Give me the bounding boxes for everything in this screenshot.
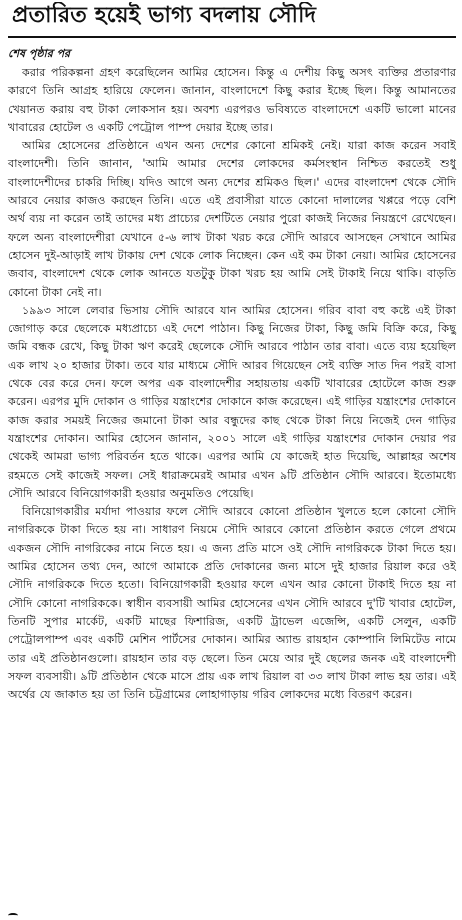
continued-from-label: শেষ পৃষ্ঠার পর — [8, 47, 71, 60]
article-paragraph: করার পরিকল্পনা গ্রহণ করেছিলেন আমির হোসেন। কিন্তু এ দেশীয় কিছু অসৎ ব্যক্তির প্রতারণার কারণে তিনি আগ্রহ হারিয়ে ফেলেন। জানান, বাংলাদেশে কিছু করার ইচ্ছে ছিল। কিন্তু আমানতের খেয়ানত করায় বহু টাকা লোকসান হয়। অবশ্য এরপরও ভবিষ্যতে বাংলাদেশে একটি ভালো মানের খাবারের হোটেল ও একটি পেট্রোল পাম্প দেয়ার ইচ্ছে তার। — [8, 66, 456, 134]
newspaper-clipping — [0, 2, 462, 920]
article-headline: প্রতারিত হয়েই ভাগ্য বদলায় সৌদি — [12, 3, 317, 28]
article-paragraph: ১৯৯৩ সালে লেবার ভিসায় সৌদি আরবে যান আমির হোসেন। গরিব বাবা বহু কষ্টে এই টাকা জোগাড় করে ছেলেকে মধ্যপ্রাচ্যে এই দেশে পাঠান। কিছু নিজের টাকা, কিছু জমি বিক্রি করে, কিছু জমি বন্ধক রেখে, কিছু টাকা ঋণ করেই ছেলেকে সৌদি আরবে পাঠান তার বাবা। এতে ব্যয় হয়েছিল এক লাখ ২০ হাজার টাকা। তবে যার মাধ্যমে সৌদি আরব গিয়েছেন সেই ব্যক্তি সাত দিন পরই বাসা থেকে বের করে দেন। ফলে অপর এক বাংলাদেশীর সহায়তায় একটি খাবারের হোটেলে কাজ শুরু করেন। এরপর মুদি দোকান ও গাড়ির যন্ত্রাংশের দোকানে কাজ করেছেন। এই গাড়ির যন্ত্রাংশের দোকানে কাজ করার সময়ই নিজের জমানো টাকা আর বন্ধুদের কাছ থেকে টাকা নিয়ে নিজেই দেন গাড়ির যন্ত্রাংশের দোকান। আমির হোসেন জানান, ২০০১ সালে এই গাড়ির যন্ত্রাংশের দোকান দেয়ার পর থেকেই আমরা ভাগ্য পরিবর্তন হতে থাকে। এরপর আমি যে কাজেই হাত দিয়েছি, আল্লাহর অশেষ রহমতে সেই কাজেই সফল। সেই ধারাক্রমেরই আমার এখন ৯টি প্রতিষ্ঠান সৌদি আরবে। ইতোমধ্যে সৌদি আরবে বিনিয়োগকারী হওয়ার অনুমতিও পেয়েছি। — [8, 303, 456, 500]
article-paragraph: বিনিয়োগকারীর মর্যাদা পাওয়ার ফলে সৌদি আরবে কোনো প্রতিষ্ঠান খুলতে হলে কোনো সৌদি নাগরিককে টাকা দিতে হয় না। সাধারণ নিয়মে সৌদি আরবে কোনো প্রতিষ্ঠান করতে গেলে প্রথমে একজন সৌদি নাগরিকের নামে নিতে হয়। এ জন্য প্রতি মাসে ওই সৌদি নাগরিককে টাকা দিতে হয়। আমির হোসেন তথ্য দেন, আগে আমাকে প্রতি দোকানের জন্য মাসে দুই হাজার রিয়াল করে ওই সৌদি নাগরিককে দিতে হতো। বিনিয়োগকারী হওয়ার ফলে এখন আর কোনো টাকাই দিতে হয় না সৌদি কোনো নাগরিককে। স্বাধীন ব্যবসায়ী আমির হোসেনের এখন সৌদি আরবে দু'টি খাবার হোটেল, তিনটি সুপার মার্কেট, একটি মাছের ফিশারিজ, একটি ট্রাভেল এজেন্সি, একটি সেলুন, একটি পেট্রোলপাম্প এবং একটি মেশিন পার্টসের দোকান। আমির অ্যান্ড রায়হান কোম্পানি লিমিটেড নামে তার এই প্রতিষ্ঠানগুলো। রায়হান তার বড় ছেলে। তিন মেয়ে আর দুই ছেলের জনক এই বাংলাদেশী সফল ব্যবসায়ী। ৯টি প্রতিষ্ঠান থেকে মাসে প্রায় এক লাখ রিয়াল বা ৩৩ লাখ টাকা লাভ হয় তার। এই অর্থের যে জাকাত হয় তা তিনি চট্টগ্রামের লোহাগাড়ায় গরিব লোকদের মধ্যে বিতরণ করেন। — [8, 505, 456, 702]
clipping-edge-mark — [8, 913, 18, 918]
article-body — [8, 64, 456, 704]
headline-rule — [8, 36, 456, 38]
article-paragraph: আমির হোসেনের প্রতিষ্ঠানে এখন অন্য দেশের কোনো শ্রমিকই নেই। যারা কাজ করেন সবাই বাংলাদেশী। তিনি জানান, 'আমি আমার দেশের লোকদের কর্মসংস্থান নিশ্চিত করতেই শুধু বাংলাদেশীদের চাকরি দিচ্ছি। যদিও আগে অন্য দেশের শ্রমিকও ছিল।' এদের বাংলাদেশ থেকে সৌদি আরবে নেয়ার কাজও করছেন তিনি। এতে এই প্রবাসীরা যাতে কোনো দালালের খপ্পরে পড়ে বেশি অর্থ ব্যয় না করেন তাই তাদের মধ্য প্রাচ্যের দেশটিতে নেয়ার পুরো কাজই নিজের নিয়ন্ত্রণে রেখেছেন। ফলে অন্য বাংলাদেশীরা যেখানে ৫-৬ লাখ টাকা খরচ করে সৌদি আরবে আসছেন সেখানে আমির হোসেন দুই-আড়াই লাখ টাকায় দেশ থেকে লোক নিচ্ছেন। কেন এই কম টাকা নেয়া। আমির হোসেনের জবাব, বাংলাদেশ থেকে লোক আনতে যতটুকু টাকা খরচ হয় আমি সেই টাকাই নিয়ে থাকি। বাড়তি কোনো টাকা নেই না। — [8, 139, 456, 299]
